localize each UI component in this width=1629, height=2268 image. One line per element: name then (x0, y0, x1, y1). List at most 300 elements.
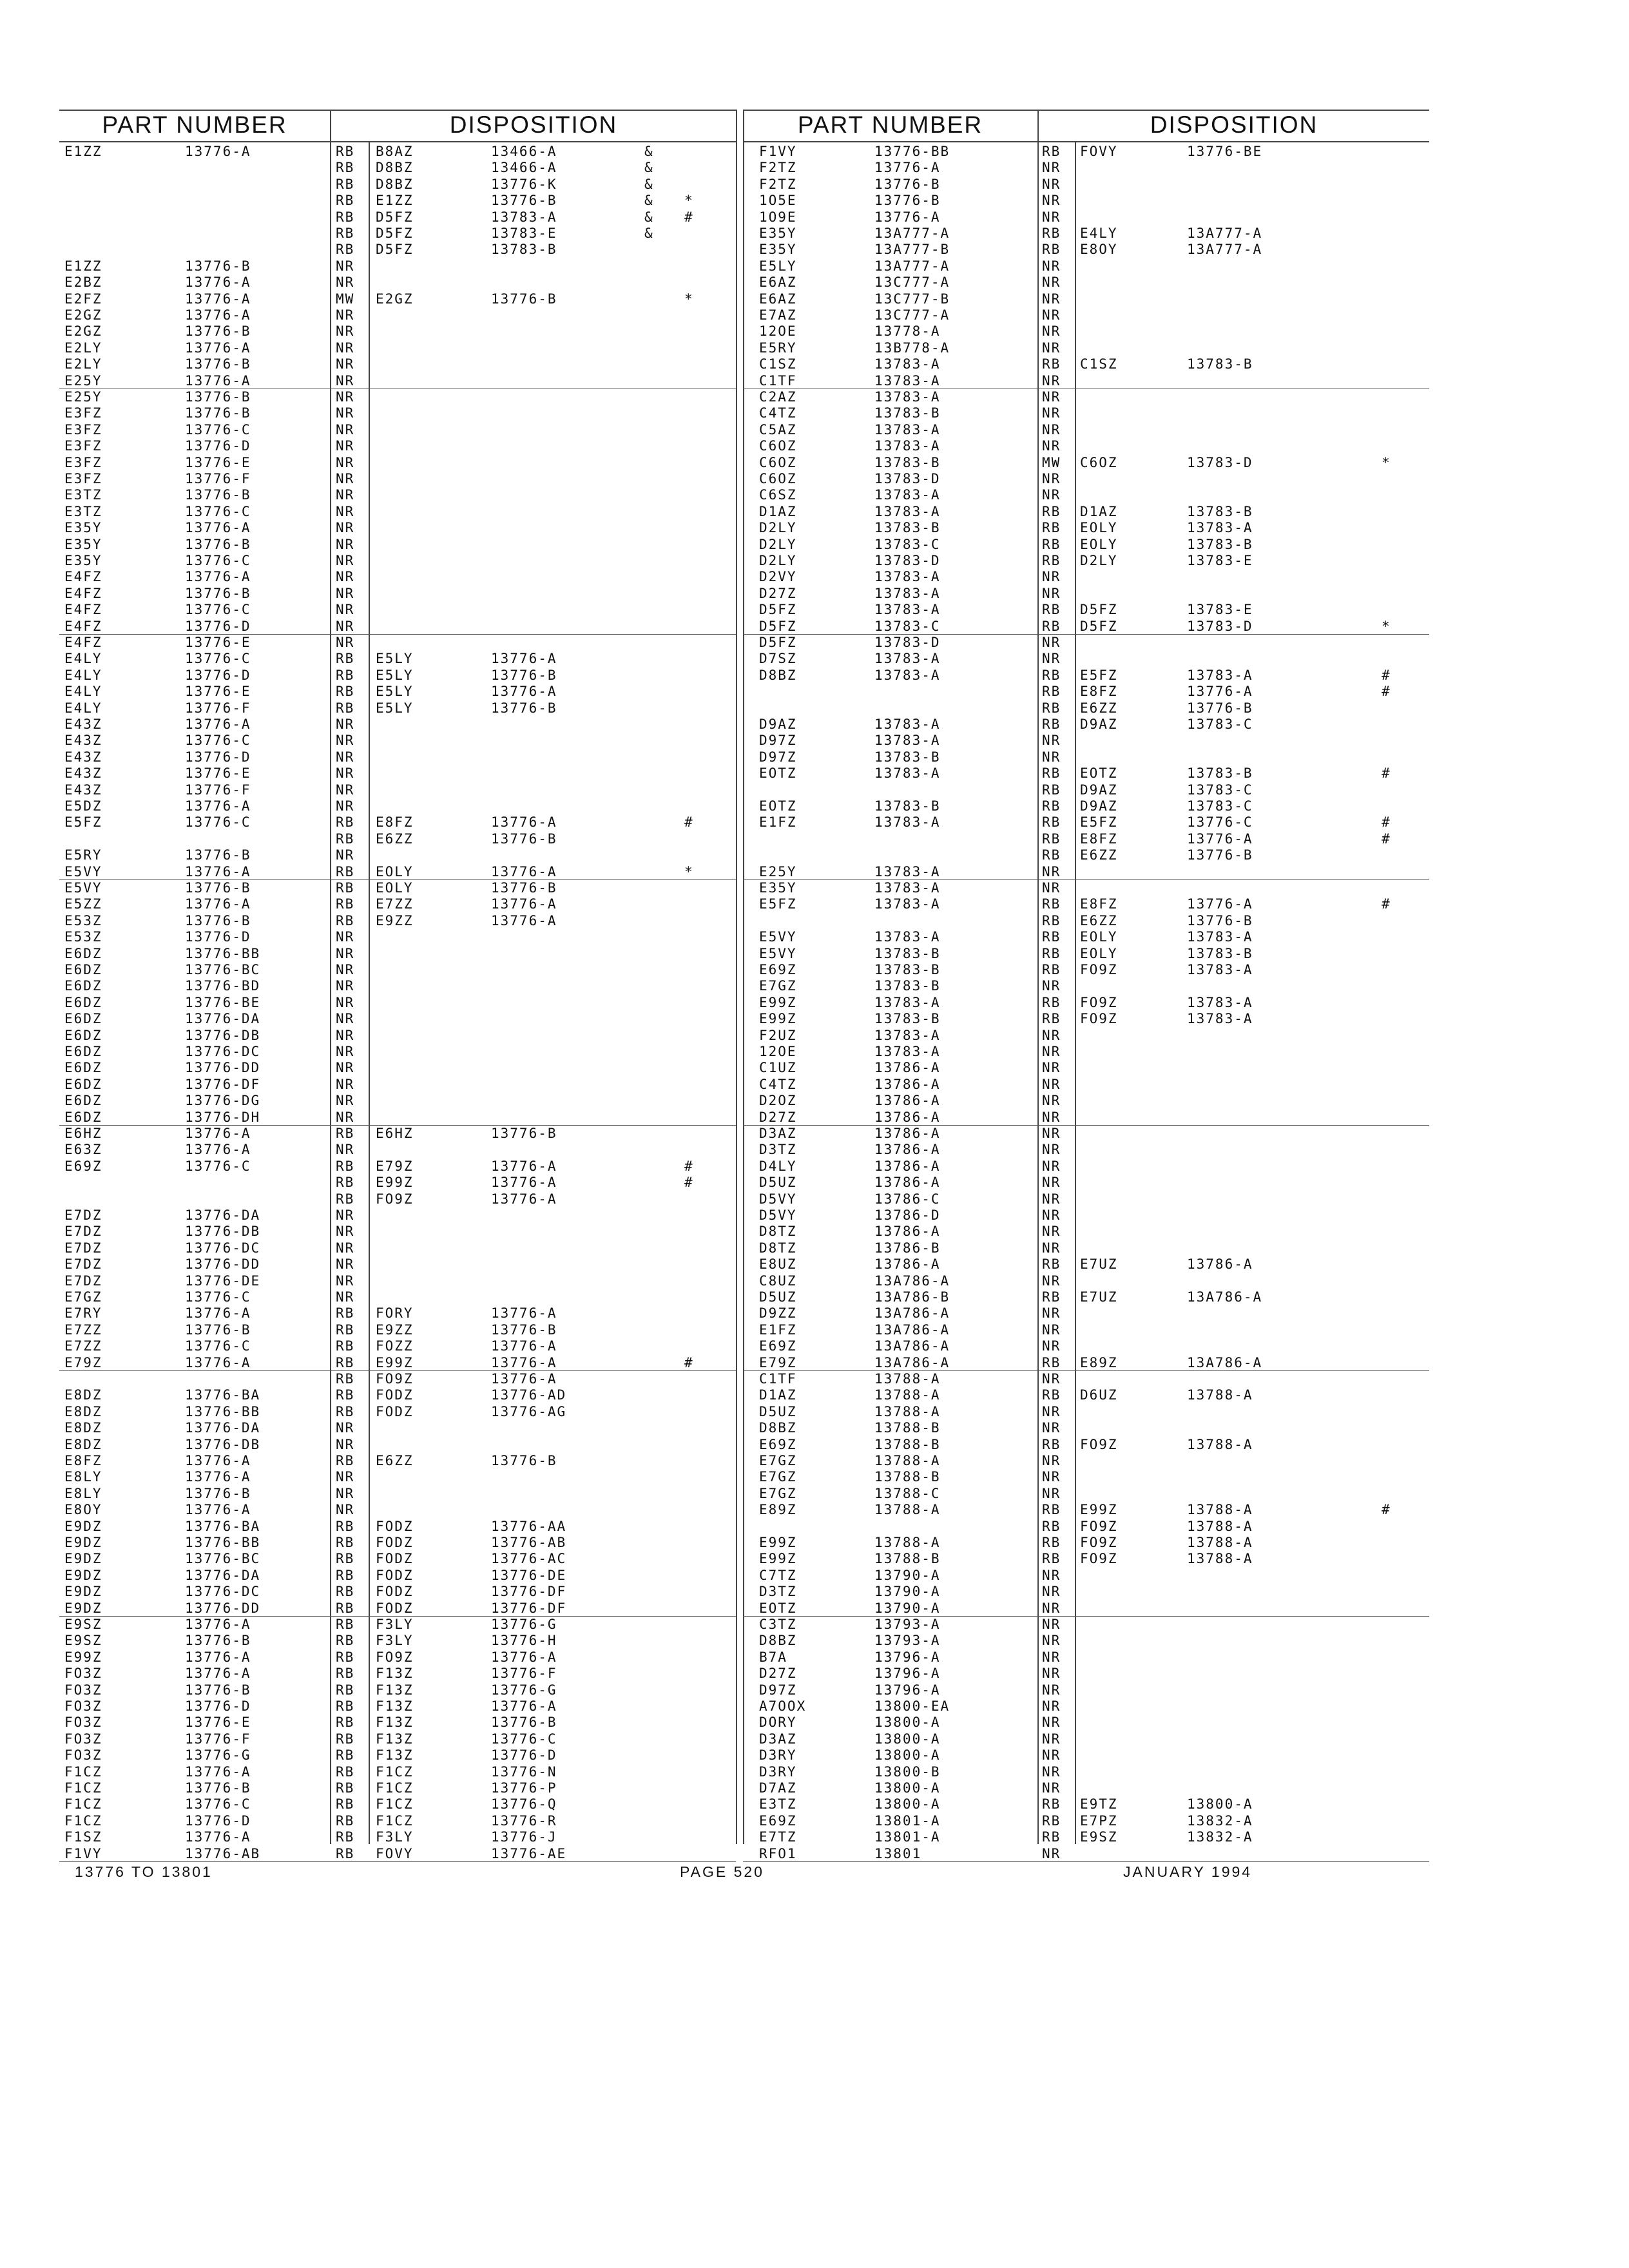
part-prefix: E69Z (759, 962, 797, 977)
part-number: 13776-A (185, 896, 251, 912)
replacement-prefix: FODZ (376, 1535, 414, 1550)
replacement-number: 13776-C (491, 1731, 557, 1747)
disposition-code: NR (1042, 1485, 1061, 1501)
replacement-number: 13A786-A (1187, 1354, 1263, 1370)
right-table-row (0, 455, 1629, 471)
replacement-prefix: FODZ (376, 1567, 414, 1583)
part-number: 13776-A (185, 372, 251, 389)
replacement-prefix: FOZZ (376, 1338, 414, 1354)
replacement-number: 13788-A (1187, 1436, 1253, 1452)
part-prefix: E7AZ (759, 307, 797, 323)
replacement-number: 13776-A (491, 912, 557, 928)
right-table-row (0, 1600, 1629, 1617)
disposition-code: NR (1042, 1305, 1061, 1321)
part-number: 13776-DD (185, 1600, 261, 1616)
replacement-prefix: C1SZ (1080, 356, 1118, 372)
replacement-prefix: D9AZ (1080, 798, 1118, 814)
replacement-number: 13783-E (1187, 553, 1253, 568)
disposition-code: NR (336, 323, 355, 340)
right-table-row (0, 1846, 1629, 1862)
part-prefix: EOTZ (759, 1600, 797, 1616)
disposition-code: NR (1042, 1191, 1061, 1207)
right-table-row (0, 946, 1629, 962)
part-number: 13776-A (185, 291, 251, 307)
right-table-row (0, 1502, 1629, 1518)
part-number: 13776-A (185, 274, 251, 291)
replacement-prefix: F1CZ (376, 1780, 414, 1796)
disposition-code: RB (336, 1747, 355, 1763)
part-number: 13783-A (874, 716, 941, 732)
replacement-prefix: FO9Z (1080, 1436, 1118, 1452)
part-number: 13788-C (874, 1485, 941, 1501)
disposition-code: NR (1042, 274, 1061, 291)
replacement-number: 13788-A (1187, 1387, 1253, 1403)
right-table-row (0, 340, 1629, 356)
part-number: 13776-DA (185, 1420, 261, 1436)
disposition-code: NR (336, 520, 355, 536)
part-number: 13800-A (874, 1715, 941, 1731)
disposition-code: NR (1042, 176, 1061, 192)
part-number: 13783-B (874, 978, 941, 994)
replacement-number: 13776-B (1187, 847, 1253, 863)
disposition-code: NR (1042, 1666, 1061, 1682)
replacement-prefix: E5LY (376, 684, 414, 700)
disposition-code: NR (1042, 1371, 1061, 1387)
part-number: 13783-A (874, 651, 941, 667)
replacement-number: 13776-BE (1187, 144, 1263, 159)
part-number: 13776-DE (185, 1273, 261, 1289)
part-number: 13776-C (185, 1796, 251, 1812)
part-number: 13783-A (874, 438, 941, 454)
note-mark: # (684, 1158, 694, 1174)
disposition-code: RB (1042, 1518, 1061, 1534)
right-table-row (0, 1437, 1629, 1453)
group-rule (59, 879, 736, 880)
part-prefix: D8TZ (759, 1224, 797, 1240)
disposition-code: NR (1042, 1420, 1061, 1436)
note-amp: & (644, 160, 654, 176)
disposition-code: RB (1042, 356, 1061, 372)
part-prefix: E3FZ (64, 421, 102, 437)
part-number: 13783-A (874, 421, 941, 437)
disposition-code: NR (1042, 585, 1061, 601)
replacement-prefix: F13Z (376, 1698, 414, 1714)
disposition-code: NR (1042, 1207, 1061, 1223)
part-number: 13801-A (874, 1829, 941, 1845)
disposition-code: NR (1042, 291, 1061, 307)
part-number: 13786-A (874, 1109, 941, 1125)
replacement-prefix: FO9Z (376, 1191, 414, 1207)
right-table-row (0, 537, 1629, 553)
part-prefix: D3AZ (759, 1731, 797, 1747)
replacement-number: 13832-A (1187, 1812, 1253, 1829)
part-prefix: E9DZ (64, 1567, 102, 1583)
disposition-code: NR (336, 994, 355, 1010)
part-prefix: E9DZ (64, 1535, 102, 1550)
disposition-code: MW (1042, 454, 1061, 470)
part-prefix: E8OY (64, 1502, 102, 1518)
right-table-row (0, 1028, 1629, 1044)
part-prefix: E9DZ (64, 1518, 102, 1534)
part-prefix: E8DZ (64, 1420, 102, 1436)
replacement-number: 13783-B (1187, 765, 1253, 782)
replacement-number: 13776-A (491, 863, 557, 879)
right-table-row (0, 242, 1629, 258)
disposition-code: NR (336, 1076, 355, 1092)
part-prefix: D3TZ (759, 1584, 797, 1600)
disposition-code: NR (1042, 1273, 1061, 1289)
disposition-code: NR (1042, 1338, 1061, 1354)
part-number: 13783-B (874, 1011, 941, 1027)
replacement-prefix: E99Z (376, 1175, 414, 1191)
right-table-row (0, 831, 1629, 847)
note-mark: # (1382, 896, 1391, 912)
part-number: 13776-D (185, 618, 251, 634)
disposition-code: NR (336, 1485, 355, 1501)
part-prefix: D3RY (759, 1763, 797, 1780)
note-amp: & (644, 226, 654, 241)
part-prefix: E5VY (64, 863, 102, 879)
part-prefix: D3RY (759, 1747, 797, 1763)
disposition-code: NR (336, 274, 355, 291)
part-prefix: 12OE (759, 323, 797, 340)
disposition-code: NR (336, 585, 355, 601)
part-number: 13776-BC (185, 962, 261, 977)
disposition-code: NR (336, 847, 355, 863)
disposition-code: RB (336, 1666, 355, 1682)
replacement-prefix: D5FZ (1080, 602, 1118, 618)
part-prefix: D7SZ (759, 651, 797, 667)
part-prefix: E1ZZ (64, 144, 102, 159)
part-number: 13776-D (185, 438, 251, 454)
part-number: 13796-A (874, 1649, 941, 1665)
part-number: 13788-B (874, 1551, 941, 1567)
part-prefix: D8TZ (759, 1240, 797, 1256)
disposition-code: RB (1042, 1535, 1061, 1550)
disposition-code: RB (336, 831, 355, 847)
note-mark: # (684, 209, 694, 225)
group-rule (59, 1125, 736, 1126)
part-prefix: E25Y (64, 389, 102, 405)
replacement-number: 13776-AB (491, 1535, 567, 1550)
part-number: 13776-A (185, 1649, 251, 1665)
part-prefix: D8BZ (759, 1633, 797, 1649)
part-prefix: E4FZ (64, 635, 102, 650)
part-number: 13783-A (874, 880, 941, 896)
group-rule (743, 1125, 1429, 1126)
disposition-code: NR (1042, 1076, 1061, 1092)
part-number: 13783-B (874, 798, 941, 814)
part-number: 13783-A (874, 1044, 941, 1059)
replacement-prefix: E5LY (376, 651, 414, 667)
disposition-code: NR (1042, 569, 1061, 585)
part-prefix: D8BZ (759, 1420, 797, 1436)
disposition-code: RB (1042, 1354, 1061, 1370)
disposition-code: RB (336, 896, 355, 912)
part-prefix: F2TZ (759, 160, 797, 176)
right-table-row (0, 1305, 1629, 1321)
replacement-prefix: F1CZ (376, 1796, 414, 1812)
replacement-prefix: EOLY (1080, 945, 1118, 961)
right-table-row (0, 668, 1629, 684)
group-rule (743, 1370, 1429, 1371)
part-prefix: E99Z (759, 994, 797, 1010)
disposition-code: RB (336, 144, 355, 159)
replacement-prefix: FO9Z (1080, 962, 1118, 977)
replacement-number: 13776-AC (491, 1551, 567, 1567)
disposition-code: RB (1042, 667, 1061, 683)
part-number: 13776-A (185, 1142, 251, 1158)
part-number: 13788-B (874, 1436, 941, 1452)
disposition-code: RB (336, 193, 355, 209)
replacement-prefix: E79Z (376, 1158, 414, 1174)
part-number: 13776-B (185, 912, 251, 928)
part-number: 13776-DA (185, 1011, 261, 1027)
part-prefix: E79Z (759, 1354, 797, 1370)
part-prefix: E3TZ (64, 487, 102, 503)
part-prefix: E8UZ (759, 1256, 797, 1273)
part-number: 13786-A (874, 1142, 941, 1158)
part-number: 13783-A (874, 356, 941, 372)
disposition-code: NR (1042, 258, 1061, 274)
right-disposition-header: DISPOSITION (1150, 111, 1318, 138)
part-prefix: E2LY (64, 340, 102, 356)
part-prefix: F1CZ (64, 1763, 102, 1780)
part-number: 13783-A (874, 733, 941, 749)
right-table-row (0, 471, 1629, 487)
disposition-code: RB (336, 1715, 355, 1731)
disposition-code: NR (1042, 1403, 1061, 1419)
replacement-prefix: FODZ (376, 1403, 414, 1419)
disposition-code: NR (336, 733, 355, 749)
replacement-prefix: FOVY (1080, 144, 1118, 159)
disposition-code: RB (336, 1845, 355, 1861)
right-table-row (0, 733, 1629, 749)
disposition-code: NR (1042, 1142, 1061, 1158)
part-number: 13776-A (185, 569, 251, 585)
replacement-prefix: E99Z (1080, 1502, 1118, 1518)
disposition-code: RB (336, 814, 355, 831)
right-table-row (0, 504, 1629, 520)
disposition-code: RB (1042, 994, 1061, 1010)
part-prefix: E7ZZ (64, 1338, 102, 1354)
replacement-prefix: EOLY (1080, 929, 1118, 945)
part-prefix: E3FZ (64, 438, 102, 454)
replacement-prefix: F3LY (376, 1617, 414, 1632)
replacement-number: 13776-A (1187, 684, 1253, 700)
part-number: 13786-B (874, 1240, 941, 1256)
part-number: 13776-A (185, 520, 251, 536)
part-prefix: FO3Z (64, 1715, 102, 1731)
group-rule (743, 634, 1429, 635)
part-prefix: C1TF (759, 1371, 797, 1387)
disposition-code: RB (336, 1682, 355, 1698)
part-prefix: E2BZ (64, 274, 102, 291)
header-rule-left (59, 141, 736, 142)
replacement-number: 13776-B (1187, 912, 1253, 928)
right-table-row (0, 700, 1629, 716)
replacement-number: 13783-B (1187, 945, 1253, 961)
disposition-code: RB (1042, 553, 1061, 568)
part-number: 13776-D (185, 749, 251, 765)
disposition-code: RB (336, 1698, 355, 1714)
replacement-prefix: D9AZ (1080, 716, 1118, 732)
part-number: 13776-B (185, 1633, 251, 1649)
part-number: 13783-A (874, 487, 941, 503)
part-number: 13776-DC (185, 1240, 261, 1256)
note-mark: # (1382, 667, 1391, 683)
part-prefix: E6DZ (64, 1093, 102, 1109)
right-table-row (0, 864, 1629, 880)
disposition-code: NR (1042, 880, 1061, 896)
disposition-code: NR (336, 340, 355, 356)
part-prefix: E8LY (64, 1469, 102, 1485)
disposition-code: NR (1042, 1158, 1061, 1174)
part-number: 13783-C (874, 618, 941, 634)
part-number: 13788-B (874, 1469, 941, 1485)
replacement-number: 13788-A (1187, 1502, 1253, 1518)
right-table-row (0, 765, 1629, 782)
disposition-code: NR (1042, 749, 1061, 765)
part-number: 13A777-A (874, 226, 950, 241)
disposition-code: RB (1042, 1289, 1061, 1305)
part-number: 13C777-A (874, 274, 950, 291)
part-prefix: E7RY (64, 1305, 102, 1321)
part-prefix: D5FZ (759, 602, 797, 618)
disposition-code: NR (336, 536, 355, 552)
disposition-code: NR (336, 1093, 355, 1109)
disposition-code: NR (336, 1469, 355, 1485)
disposition-code: RB (1042, 226, 1061, 241)
part-prefix: RFO1 (759, 1845, 797, 1861)
disposition-code: NR (1042, 421, 1061, 437)
replacement-prefix: F13Z (376, 1715, 414, 1731)
replacement-number: 13A777-A (1187, 242, 1263, 258)
replacement-prefix: E9SZ (1080, 1829, 1118, 1845)
disposition-code: RB (336, 160, 355, 176)
disposition-code: NR (1042, 1763, 1061, 1780)
part-prefix: E89Z (759, 1502, 797, 1518)
part-number: 13776-B (185, 389, 251, 405)
replacement-prefix: E6ZZ (1080, 700, 1118, 716)
disposition-code: NR (1042, 340, 1061, 356)
header-rule-right (743, 141, 1429, 142)
disposition-code: RB (336, 226, 355, 241)
note-mark: * (684, 193, 694, 209)
part-prefix: E5RY (759, 340, 797, 356)
replacement-number: 13776-AE (491, 1845, 567, 1861)
part-prefix: E5FZ (759, 896, 797, 912)
replacement-prefix: E9ZZ (376, 1321, 414, 1338)
part-prefix: E35Y (64, 536, 102, 552)
right-table-row (0, 1207, 1629, 1224)
right-table-row (0, 1338, 1629, 1354)
right-table-row (0, 1011, 1629, 1027)
disposition-code: NR (336, 1502, 355, 1518)
right-table-row (0, 1044, 1629, 1060)
right-table-row (0, 635, 1629, 651)
right-table-row (0, 1077, 1629, 1093)
part-prefix: E7ZZ (64, 1321, 102, 1338)
part-prefix: D8BZ (759, 667, 797, 683)
disposition-code: NR (336, 1224, 355, 1240)
part-prefix: C4TZ (759, 405, 797, 421)
note-mark: * (684, 291, 694, 307)
part-prefix: EOTZ (759, 798, 797, 814)
part-number: 13776-B (185, 1321, 251, 1338)
note-mark: # (1382, 684, 1391, 700)
part-number: 13783-A (874, 667, 941, 683)
part-prefix: E8FZ (64, 1453, 102, 1468)
right-table-row (0, 274, 1629, 291)
part-number: 13776-A (185, 716, 251, 732)
disposition-code: NR (336, 978, 355, 994)
right-table-row (0, 389, 1629, 405)
part-prefix: C4TZ (759, 1076, 797, 1092)
part-number: 13776-D (185, 929, 251, 945)
disposition-code: NR (1042, 1044, 1061, 1059)
part-number: 13786-A (874, 1175, 941, 1191)
part-prefix: E25Y (64, 372, 102, 389)
replacement-number: 13776-Q (491, 1796, 557, 1812)
replacement-number: 13783-A (491, 209, 557, 225)
part-number: 13C777-B (874, 291, 950, 307)
disposition-code: RB (1042, 144, 1061, 159)
part-prefix: E35Y (759, 226, 797, 241)
right-table-row (0, 1469, 1629, 1485)
part-prefix: E3TZ (759, 1796, 797, 1812)
note-amp: & (644, 209, 654, 225)
disposition-code: RB (336, 1158, 355, 1174)
part-prefix: E2GZ (64, 323, 102, 340)
disposition-code: NR (336, 1044, 355, 1059)
disposition-code: NR (1042, 405, 1061, 421)
disposition-code: NR (1042, 863, 1061, 879)
part-number: 13776-B (185, 405, 251, 421)
right-part-number-header: PART NUMBER (797, 111, 983, 138)
part-number: 13786-C (874, 1191, 941, 1207)
replacement-number: 13776-A (491, 1338, 557, 1354)
replacement-prefix: E5FZ (1080, 814, 1118, 831)
part-number: 13793-A (874, 1633, 941, 1649)
note-amp: & (644, 144, 654, 159)
part-number: 13C777-A (874, 307, 950, 323)
part-number: 13783-A (874, 896, 941, 912)
replacement-number: 13776-A (491, 684, 557, 700)
part-prefix: E7DZ (64, 1240, 102, 1256)
right-table-row (0, 160, 1629, 176)
part-number: 13776-BE (185, 994, 261, 1010)
note-mark: # (1382, 814, 1391, 831)
part-number: 13776-A (185, 1453, 251, 1468)
replacement-prefix: E6ZZ (1080, 912, 1118, 928)
right-table-row (0, 1355, 1629, 1371)
part-prefix: D9ZZ (759, 1305, 797, 1321)
part-prefix: E43Z (64, 733, 102, 749)
right-table-row (0, 1387, 1629, 1403)
right-table-row (0, 193, 1629, 209)
right-table-row (0, 323, 1629, 340)
right-table-row (0, 1191, 1629, 1207)
disposition-code: NR (336, 454, 355, 470)
part-number: 13A786-A (874, 1354, 950, 1370)
part-number: 13A786-A (874, 1305, 950, 1321)
right-table-row (0, 1224, 1629, 1240)
part-prefix: F1VY (759, 144, 797, 159)
replacement-number: 13776-AG (491, 1403, 567, 1419)
part-prefix: E7GZ (64, 1289, 102, 1305)
note-mark: # (684, 1354, 694, 1370)
